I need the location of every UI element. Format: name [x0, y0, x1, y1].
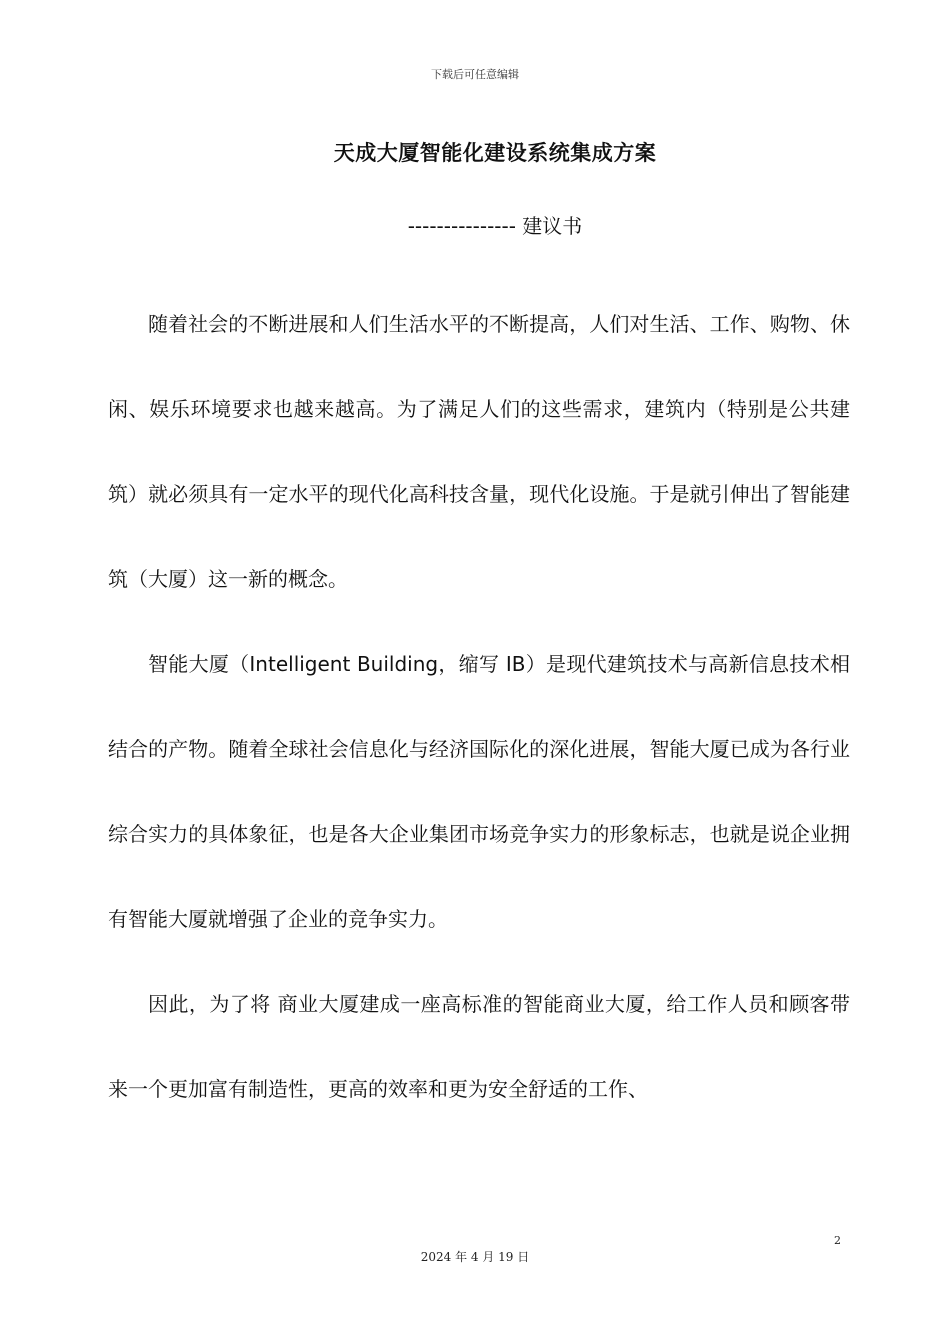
- body-paragraph-1: 随着社会的不断进展和人们生活水平的不断提高，人们对生活、工作、购物、休闲、娱乐环境要求也越来越高。为了满足人们的这些需求，建筑内（特别是公共建筑）就必须具有一定水平的现代化高科技含量，现代化设施。于是就引伸出了智能建筑（大厦）这一新的概念。: [108, 312, 850, 591]
- body-paragraph-2: 智能大厦（Intelligent Building，缩写 IB）是现代建筑技术与高新信息技术相结合的产物。随着全球社会信息化与经济国际化的深化进展，智能大厦已成为各行业综合实力的具体象征，也是各大企业集团市场竞争实力的形象标志，也就是说企业拥有智能大厦就增强了企业的竞争实力。: [108, 652, 850, 931]
- document-body: [108, 282, 850, 1132]
- body-paragraph-3: 因此，为了将 商业大厦建成一座高标准的智能商业大厦，给工作人员和顾客带来一个更加富有制造性，更高的效率和更为安全舒适的工作、: [108, 992, 850, 1101]
- page-number: 2: [834, 1234, 841, 1247]
- document-subtitle: --------------- 建议书: [407, 214, 583, 238]
- document-title: 天成大厦智能化建设系统集成方案: [333, 141, 657, 165]
- footer-date: 2024 年 4 月 19 日: [420, 1250, 530, 1264]
- header-note: 下载后可任意编辑: [431, 68, 519, 81]
